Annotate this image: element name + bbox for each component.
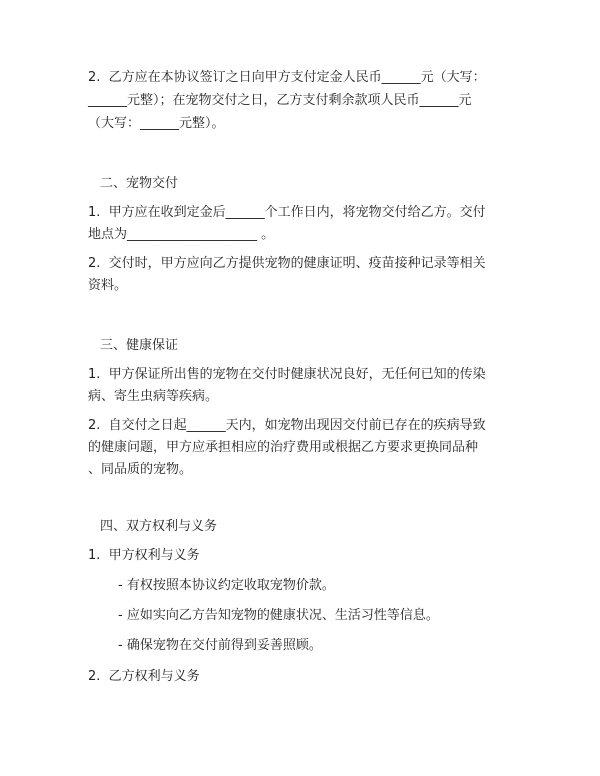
subheading-party-a: 1. 甲方权利与义务: [88, 548, 200, 563]
paragraph-line: ______元整）；在宠物交付之日，乙方支付剩余款项人民币______元: [88, 93, 472, 108]
section-heading-rights: 四、双方权利与义务: [100, 519, 218, 534]
paragraph-line: 地点为____________________ 。: [88, 227, 275, 242]
paragraph-line: 2. 乙方应在本协议签订之日向甲方支付定金人民币______元（大写：: [88, 70, 486, 85]
paragraph-line: 资料。: [88, 278, 128, 293]
paragraph-line: 1. 甲方应在收到定金后______个工作日内，将宠物交付给乙方。交付: [88, 205, 486, 220]
paragraph-line: 2. 自交付之日起______天内，如宠物出现因交付前已存在的疾病导致: [88, 418, 486, 433]
list-item: - 应如实向乙方告知宠物的健康状况、生活习性等信息。: [118, 608, 439, 623]
list-item: - 确保宠物在交付前得到妥善照顾。: [118, 638, 322, 653]
paragraph-line: 的健康问题，甲方应承担相应的治疗费用或根据乙方要求更换同品种: [88, 440, 479, 455]
section-heading-delivery: 二、宠物交付: [100, 176, 179, 191]
section-heading-health: 三、健康保证: [100, 338, 179, 353]
paragraph-line: 2. 交付时，甲方应向乙方提供宠物的健康证明、疫苗接种记录等相关: [88, 256, 486, 271]
paragraph-line: （大写：______元整）。: [88, 116, 225, 131]
list-item: - 有权按照本协议约定收取宠物价款。: [118, 578, 335, 593]
paragraph-line: 、同品质的宠物。: [88, 462, 193, 477]
paragraph-line: 1. 甲方保证所出售的宠物在交付时健康状况良好，无任何已知的传染: [88, 367, 486, 382]
subheading-party-b: 2. 乙方权利与义务: [88, 669, 200, 684]
paragraph-line: 病、寄生虫病等疾病。: [88, 389, 219, 404]
